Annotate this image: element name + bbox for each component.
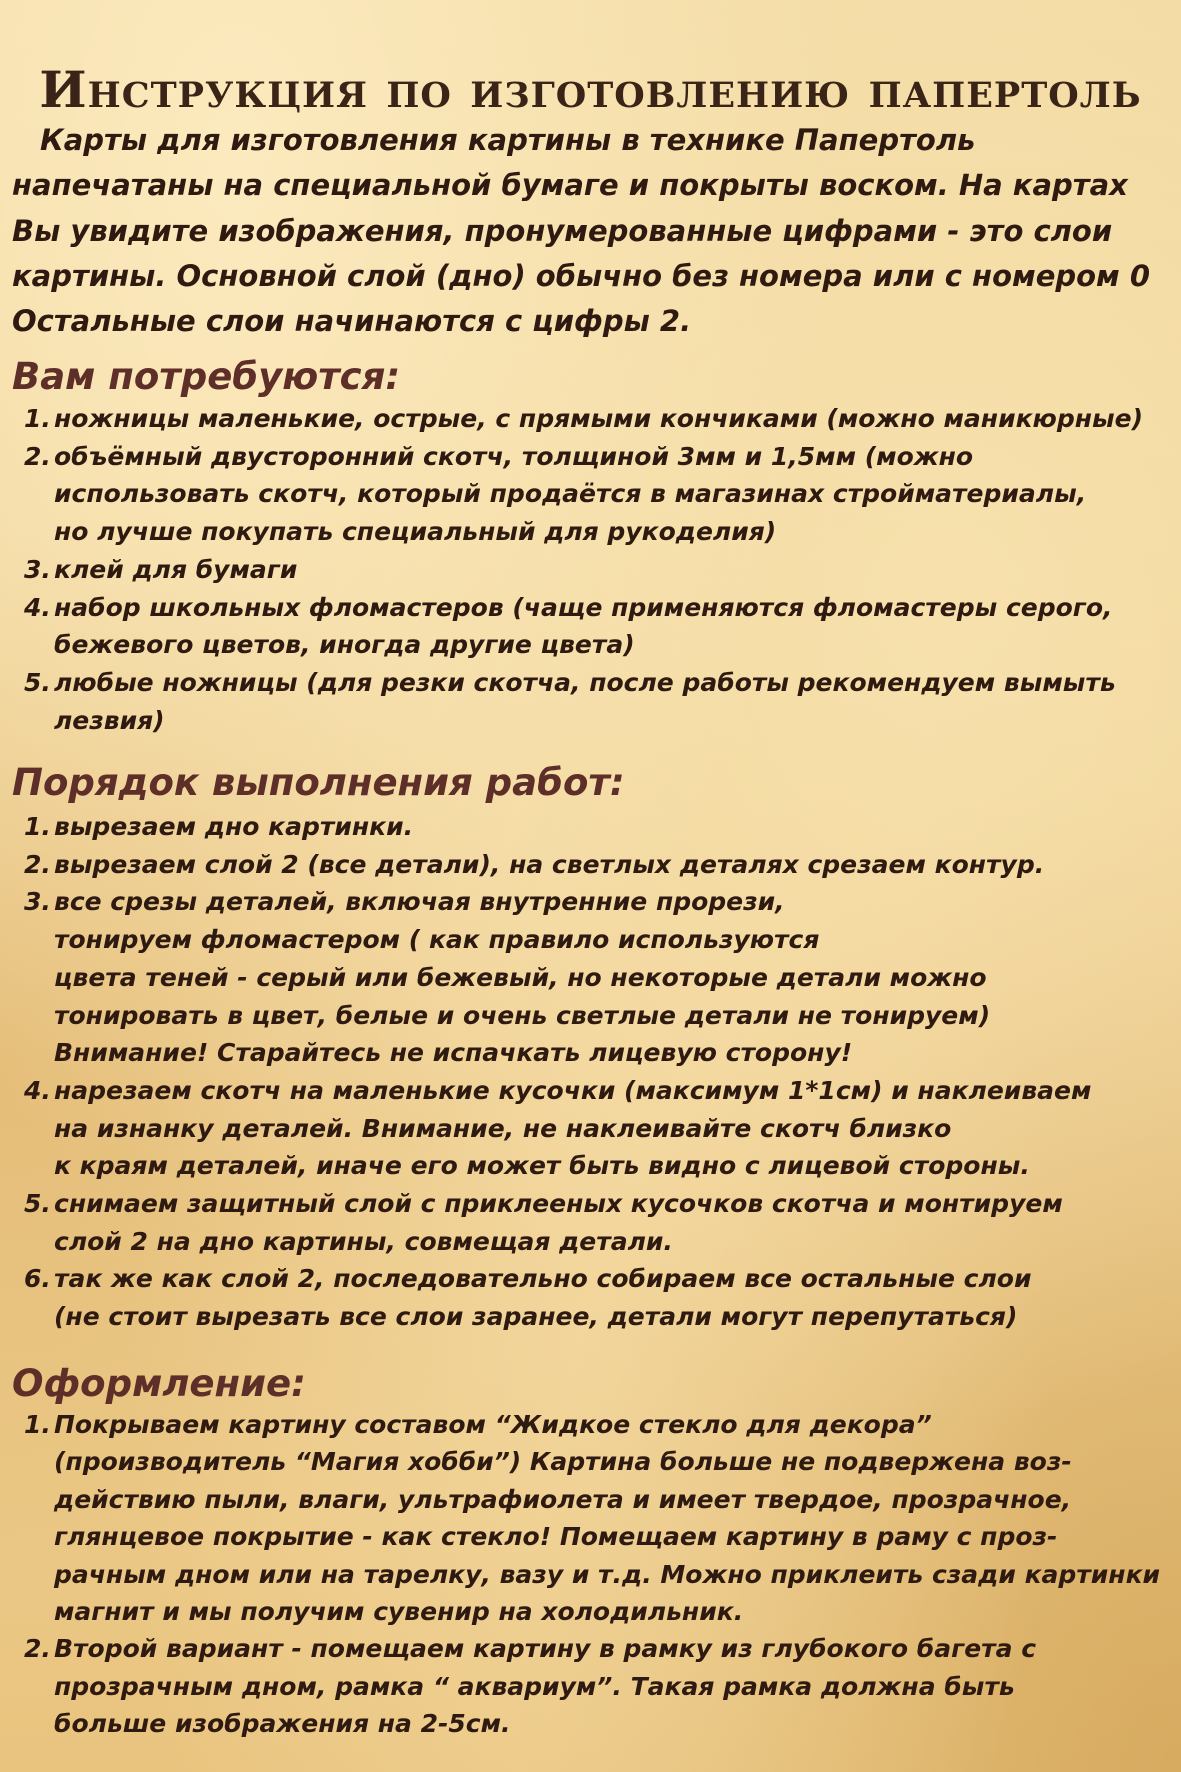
list-item-text: (производитель “Магия хобби”) Картина больше не подвержена воз- [54, 1447, 1072, 1477]
list-item-continuation [24, 1443, 1174, 1480]
list-item [24, 1072, 1174, 1185]
list-item-text: цвета теней - серый или бежевый, но некоторые детали можно [54, 962, 987, 992]
list-item [24, 883, 1174, 1072]
list-item-continuation [24, 1705, 1174, 1742]
list-item-line [24, 883, 1174, 921]
list-item-continuation [24, 702, 1174, 740]
list-item-text: набор школьных фломастеров (чаще применяются фломастеры серого, [54, 592, 1113, 622]
finishing-heading: Оформление: [12, 1362, 306, 1405]
list-item-continuation [24, 475, 1174, 513]
list-item-text: нарезаем скотч на маленькие кусочки (максимум 1*1см) и наклеиваем [54, 1075, 1092, 1105]
list-item-number: 4. [24, 1075, 51, 1105]
list-item-continuation [24, 1298, 1174, 1336]
list-item [24, 400, 1174, 438]
list-item-continuation [24, 959, 1174, 997]
materials-list [24, 400, 1174, 739]
list-item-continuation [24, 1668, 1174, 1705]
list-item-continuation [24, 921, 1174, 959]
list-item-number: 2. [24, 849, 51, 879]
list-item-text: больше изображения на 2-5см. [54, 1709, 511, 1739]
list-item-line [24, 589, 1174, 627]
list-item-continuation [24, 1110, 1174, 1148]
list-item-text: к краям деталей, иначе его может быть видно с лицевой стороны. [54, 1151, 1030, 1181]
list-item-continuation [24, 1556, 1174, 1593]
list-item [24, 664, 1174, 739]
procedure-heading: Порядок выполнения работ: [12, 761, 625, 804]
list-item-text: Второй вариант - помещаем картину в рамку из глубокого багета с [54, 1634, 1037, 1664]
list-item-text: прозрачным дном, рамка “ аквариум”. Такая рамка должна быть [54, 1671, 1015, 1701]
list-item [24, 589, 1174, 664]
list-item-number: 1. [24, 404, 51, 433]
intro-paragraph [12, 118, 1172, 344]
procedure-list [24, 808, 1174, 1336]
list-item-text: бежевого цветов, иногда другие цвета) [54, 630, 635, 660]
list-item [24, 438, 1174, 551]
intro-line: напечатаны на специальной бумаге и покрыты воском. На картах [12, 168, 1128, 203]
list-item-continuation [24, 1481, 1174, 1518]
intro-line: Карты для изготовления картины в технике Папертоль [40, 123, 976, 157]
list-item-continuation [24, 626, 1174, 664]
list-item-text: любые ножницы (для резки скотча, после работы рекомендуем вымыть [54, 667, 1116, 697]
list-item-continuation [24, 1223, 1174, 1261]
list-item-number: 6. [24, 1264, 51, 1294]
list-item-text: ножницы маленькие, острые, с прямыми кончиками (можно маникюрные) [54, 404, 1144, 433]
list-item-line [24, 438, 1174, 476]
list-item-continuation [24, 1147, 1174, 1185]
list-item [24, 846, 1174, 884]
list-item-continuation [24, 1593, 1174, 1630]
list-item-number: 3. [24, 554, 51, 584]
intro-line: картины. Основной слой (дно) обычно без номера или с номером 0 [12, 258, 1151, 293]
list-item-line [24, 808, 1174, 846]
list-item-number: 2. [24, 1634, 51, 1664]
list-item-text: глянцевое покрытие - как стекло! Помещаем картину в раму с проз- [54, 1522, 1058, 1552]
list-item [24, 1630, 1174, 1742]
list-item-continuation [24, 1034, 1174, 1072]
list-item-number: 3. [24, 887, 51, 917]
list-item-text: действию пыли, влаги, ультрафиолета и имеет твердое, прозрачное, [54, 1484, 1072, 1514]
list-item-line [24, 400, 1174, 438]
intro-line: Вы увидите изображения, пронумерованные цифрами - это слои [12, 213, 1113, 248]
list-item-text: так же как слой 2, последовательно собираем все остальные слои [54, 1264, 1032, 1294]
list-item-text: на изнанку деталей. Внимание, не наклеивайте скотч близко [54, 1113, 952, 1143]
list-item-line [24, 1185, 1174, 1223]
list-item-text: слой 2 на дно картины, совмещая детали. [54, 1226, 673, 1256]
list-item-number: 2. [24, 441, 51, 471]
list-item-number: 5. [24, 1189, 51, 1219]
list-item [24, 1185, 1174, 1260]
list-item-text: тонировать в цвет, белые и очень светлые детали не тонируем) [54, 1000, 991, 1030]
list-item-line [24, 1260, 1174, 1298]
list-item-text: снимаем защитный слой с приклееных кусочков скотча и монтируем [54, 1189, 1063, 1219]
list-item-text: но лучше покупать специальный для рукоделия) [54, 517, 777, 547]
list-item [24, 1406, 1174, 1630]
list-item-line [24, 846, 1174, 884]
list-item-text: Внимание! Старайтесь не испачкать лицевую сторону! [54, 1038, 853, 1068]
list-item-text: (не стоит вырезать все слои заранее, детали могут перепутаться) [54, 1302, 1018, 1332]
list-item-number: 4. [24, 592, 51, 622]
list-item-line [24, 1406, 1174, 1443]
list-item-text: все срезы деталей, включая внутренние прорези, [54, 887, 785, 917]
list-item [24, 1260, 1174, 1335]
intro-line: Остальные слои начинаются с цифры 2. [12, 304, 692, 339]
list-item-continuation [24, 1518, 1174, 1555]
materials-heading: Вам потребуются: [12, 355, 401, 398]
list-item-continuation [24, 997, 1174, 1035]
list-item-text: рачным дном или на тарелку, вазу и т.д. Можно приклеить сзади картинки [54, 1559, 1161, 1589]
list-item-number: 1. [24, 1410, 51, 1439]
list-item [24, 551, 1174, 589]
list-item-line [24, 551, 1174, 589]
list-item-line [24, 1072, 1174, 1110]
list-item-text: магнит и мы получим сувенир на холодильник. [54, 1597, 744, 1627]
list-item-text: тонируем фломастером ( как правило используются [54, 925, 820, 955]
list-item-text: вырезаем слой 2 (все детали), на светлых деталях срезаем контур. [54, 849, 1045, 879]
list-item-text: лезвия) [54, 705, 165, 735]
list-item-continuation [24, 513, 1174, 551]
list-item-text: вырезаем дно картинки. [54, 812, 414, 841]
list-item-number: 5. [24, 667, 51, 697]
list-item [24, 808, 1174, 846]
page-title: Инструкция по изготовлению папертоль [39, 59, 1142, 119]
list-item-text: Покрываем картину составом “Жидкое стекло для декора” [54, 1410, 932, 1439]
list-item-text: использовать скотч, который продаётся в магазинах стройматериалы, [54, 479, 1087, 509]
finishing-list [24, 1406, 1174, 1743]
list-item-line [24, 664, 1174, 702]
list-item-text: клей для бумаги [54, 554, 298, 584]
list-item-line [24, 1630, 1174, 1667]
list-item-text: объёмный двусторонний скотч, толщиной 3мм и 1,5мм (можно [54, 441, 974, 471]
list-item-number: 1. [24, 812, 51, 841]
